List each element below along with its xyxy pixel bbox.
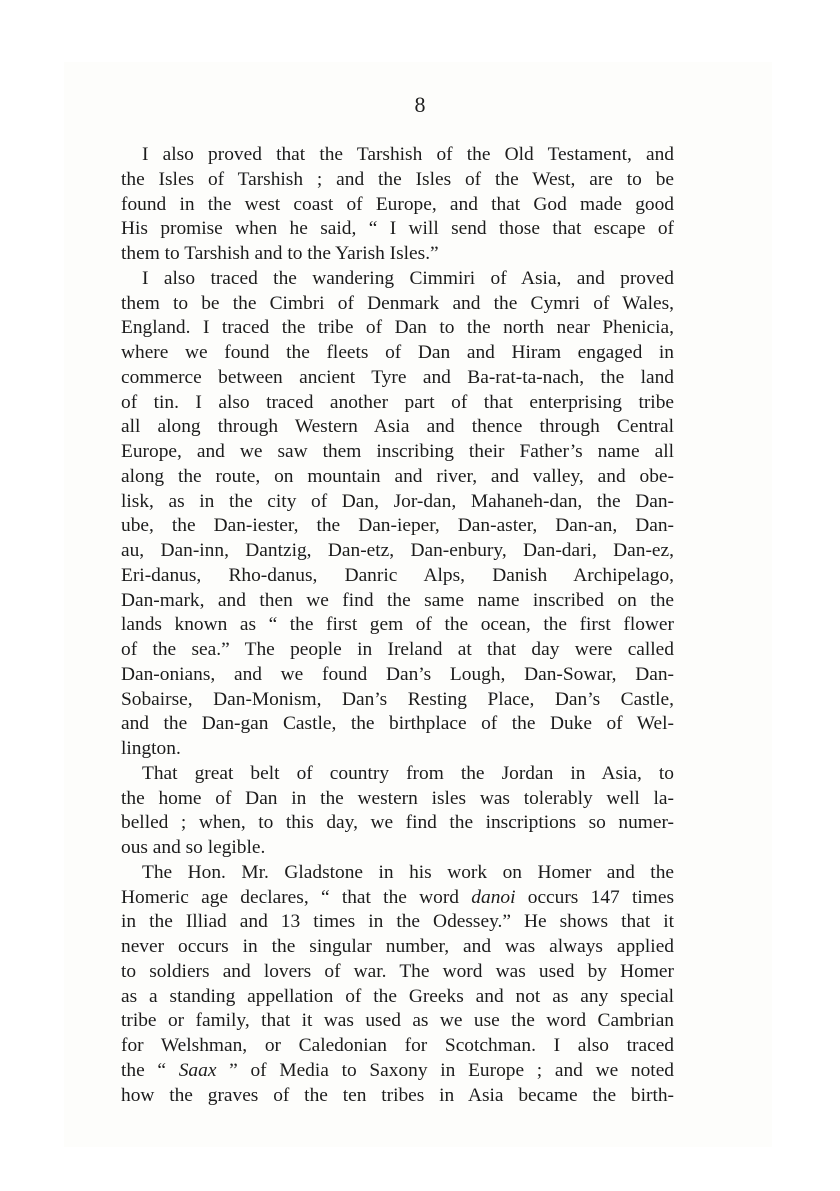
text-line: Dan-onians, and we found Dan’s Lough, Dan-Sowar, Dan- xyxy=(121,663,674,685)
text-line: of tin. I also traced another part of that enterprising tribe xyxy=(121,391,674,413)
text-line: I also proved that the Tarshish of the Old Testament, and xyxy=(142,144,674,165)
text-line: where we found the fleets of Dan and Hiram engaged in xyxy=(121,342,674,363)
text-line: all along through Western Asia and thence through Central xyxy=(121,416,674,438)
text-line: found in the west coast of Europe, and that God made good xyxy=(121,193,674,215)
text-line: England. I traced the tribe of Dan to the north near Phenicia, xyxy=(121,317,674,339)
italic-word: danoi xyxy=(471,886,516,908)
body-text xyxy=(121,143,674,1108)
text-line: belled ; when, to this day, we find the inscriptions so numer- xyxy=(121,812,674,834)
text-line: His promise when he said, “ I will send those that escape of xyxy=(121,218,674,240)
text-run: occurs 147 times xyxy=(515,886,675,908)
text-line: ube, the Dan-iester, the Dan-ieper, Dan-aster, Dan-an, Dan- xyxy=(121,515,674,537)
text-line: them to be the Cimbri of Denmark and the Cymri of Wales, xyxy=(121,292,674,314)
text-run: ” of Media to Saxony in Europe ; and we noted xyxy=(216,1059,674,1081)
text-line: The Hon. Mr. Gladstone in his work on Homer and the xyxy=(142,861,674,883)
text-line: along the route, on mountain and river, and valley, and obe- xyxy=(121,465,674,487)
text-line: the home of Dan in the western isles was tolerably well la- xyxy=(121,787,674,809)
text-line: in the Illiad and 13 times in the Odessey.” He shows that it xyxy=(121,911,674,933)
text-line: of the sea.” The people in Ireland at that day were called xyxy=(121,639,674,660)
text-line: and the Dan-gan Castle, the birthplace of the Duke of Wel- xyxy=(121,713,674,735)
text-line: them to Tarshish and to the Yarish Isles.” xyxy=(121,243,439,264)
text-line: lisk, as in the city of Dan, Jor-dan, Mahaneh-dan, the Dan- xyxy=(121,490,674,512)
text-line: Sobairse, Dan-Monism, Dan’s Resting Place, Dan’s Castle, xyxy=(121,688,674,710)
text-line xyxy=(121,886,674,911)
text-line: for Welshman, or Caledonian for Scotchman. I also traced xyxy=(121,1035,674,1056)
text-line: never occurs in the singular number, and was always applied xyxy=(121,936,674,957)
text-line: to soldiers and lovers of war. The word was used by Homer xyxy=(121,960,674,982)
italic-word: Saax xyxy=(178,1059,217,1081)
text-line: Europe, and we saw them inscribing their Father’s name all xyxy=(121,441,674,462)
text-run: the “ xyxy=(121,1059,179,1081)
text-line: tribe or family, that it was used as we use the word Cambrian xyxy=(121,1010,674,1032)
text-line: Eri-danus, Rho-danus, Danric Alps, Danish Archipelago, xyxy=(121,564,674,586)
text-line: Dan-mark, and then we find the same name inscribed on the xyxy=(121,589,674,611)
text-line: how the graves of the ten tribes in Asia became the birth- xyxy=(121,1084,674,1106)
text-line: the Isles of Tarshish ; and the Isles of the West, are to be xyxy=(121,168,674,190)
text-line: au, Dan-inn, Dantzig, Dan-etz, Dan-enbury, Dan-dari, Dan-ez, xyxy=(121,540,674,561)
text-line: lington. xyxy=(121,738,181,759)
text-line: commerce between ancient Tyre and Ba-rat-ta-nach, the land xyxy=(121,366,674,388)
text-line: I also traced the wandering Cimmiri of Asia, and proved xyxy=(142,267,674,289)
page-number: 8 xyxy=(414,92,426,117)
text-line: That great belt of country from the Jordan in Asia, to xyxy=(142,762,674,784)
text-line: lands known as “ the first gem of the ocean, the first flower xyxy=(121,614,674,636)
text-line: ous and so legible. xyxy=(121,837,266,858)
text-run: Homeric age declares, “ that the word xyxy=(121,886,472,908)
text-line xyxy=(121,1059,674,1084)
text-line: as a standing appellation of the Greeks and not as any special xyxy=(121,985,674,1007)
